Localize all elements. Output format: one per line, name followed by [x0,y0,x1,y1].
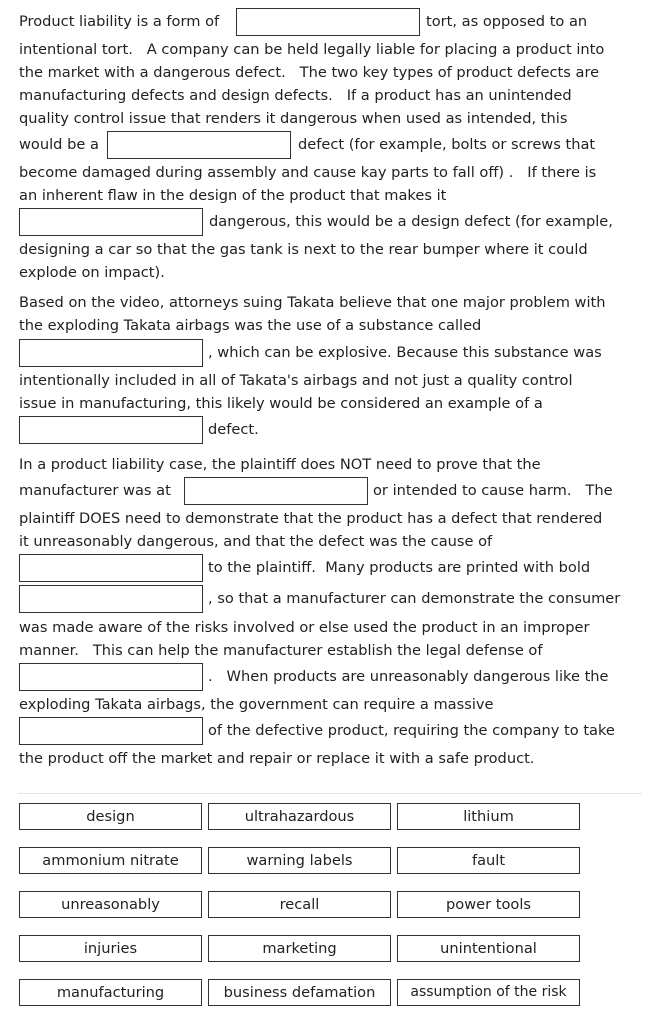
passage-text: intentionally included in all of Takata's airbags and not just a quality control [19,372,573,389]
passage-text: issue in manufacturing, this likely would be considered an example of a [19,395,543,412]
passage-text: manufacturing defects and design defects. If a product has an unintended [19,87,572,104]
word-tile[interactable]: power tools [397,891,580,918]
drop-blank-9[interactable] [19,663,203,691]
passage-text: Based on the video, attorneys suing Takata believe that one major problem with [19,294,606,311]
word-tile[interactable]: warning labels [208,847,391,874]
word-tile[interactable]: manufacturing [19,979,202,1006]
word-bank-divider [18,793,642,794]
word-tile[interactable]: ultrahazardous [208,803,391,830]
passage-text: the product off the market and repair or replace it with a safe product. [19,750,535,767]
passage-text: it unreasonably dangerous, and that the defect was the cause of [19,533,493,550]
passage-text: to the plaintiff. Many products are printed with bold [208,559,591,576]
word-tile[interactable]: design [19,803,202,830]
word-tile[interactable]: lithium [397,803,580,830]
passage-text: the exploding Takata airbags was the use of a substance called [19,317,482,334]
drop-blank-7[interactable] [19,554,203,582]
passage-text: intentional tort. A company can be held legally liable for placing a product into [19,41,605,58]
drop-blank-8[interactable] [19,585,203,613]
word-tile[interactable]: injuries [19,935,202,962]
passage-text: or intended to cause harm. The [373,482,613,499]
passage-text: become damaged during assembly and cause kay parts to fall off) . If there is [19,164,597,181]
drop-blank-4[interactable] [19,339,203,367]
passage-text: Product liability is a form of [19,13,220,30]
drop-blank-2[interactable] [107,131,291,159]
passage-text: manufacturer was at [19,482,171,499]
passage-text: manner. This can help the manufacturer establish the legal defense of [19,642,543,659]
passage-text: dangerous, this would be a design defect (for example, [209,213,613,230]
word-tile[interactable]: recall [208,891,391,918]
passage-text: defect (for example, bolts or screws that [298,136,596,153]
word-tile[interactable]: ammonium nitrate [19,847,202,874]
passage-text: quality control issue that renders it dangerous when used as intended, this [19,110,568,127]
drop-blank-5[interactable] [19,416,203,444]
passage-text: an inherent flaw in the design of the product that makes it [19,187,447,204]
word-tile[interactable]: unreasonably [19,891,202,918]
word-tile[interactable]: fault [397,847,580,874]
passage-text: tort, as opposed to an [426,13,588,30]
passage-text: plaintiff DOES need to demonstrate that the product has a defect that rendered [19,510,603,527]
passage-text: defect. [208,421,259,438]
passage-text: was made aware of the risks involved or else used the product in an improper [19,619,590,636]
word-tile[interactable]: business defamation [208,979,391,1006]
passage-text: , so that a manufacturer can demonstrate the consumer [208,590,621,607]
passage-text: exploding Takata airbags, the government can require a massive [19,696,494,713]
word-tile[interactable]: assumption of the risk [397,979,580,1006]
passage-text: designing a car so that the gas tank is next to the rear bumper where it could [19,241,588,258]
passage-text: the market with a dangerous defect. The two key types of product defects are [19,64,600,81]
passage-text: In a product liability case, the plaintiff does NOT need to prove that the [19,456,541,473]
passage-text: explode on impact). [19,264,165,281]
passage-text: , which can be explosive. Because this substance was [208,344,602,361]
passage-text: would be a [19,136,99,153]
drop-blank-3[interactable] [19,208,203,236]
drop-blank-6[interactable] [184,477,368,505]
drop-blank-10[interactable] [19,717,203,745]
drop-blank-1[interactable] [236,8,420,36]
word-tile[interactable]: unintentional [397,935,580,962]
passage-text: of the defective product, requiring the company to take [208,722,615,739]
passage-text: . When products are unreasonably dangerous like the [208,668,609,685]
word-tile[interactable]: marketing [208,935,391,962]
